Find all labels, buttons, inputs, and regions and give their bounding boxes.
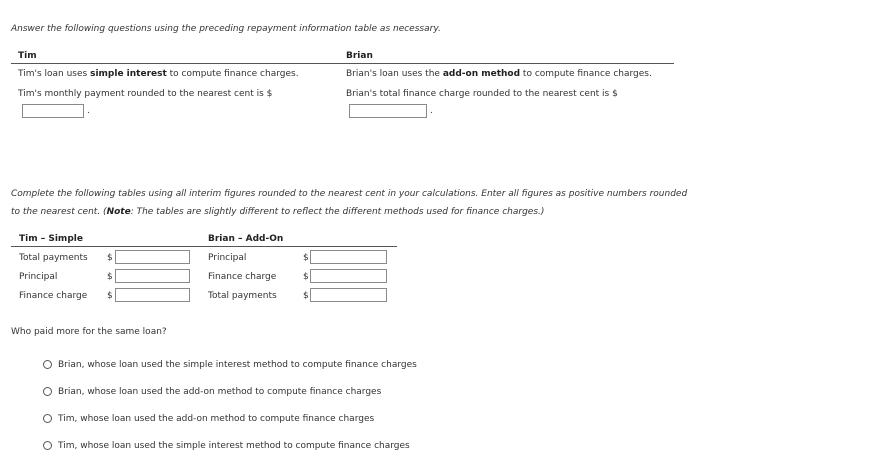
tim-line1-prefix: Tim's loan uses bbox=[18, 69, 91, 79]
option-label-1[interactable]: Brian, whose loan used the simple interest method to compute finance charges bbox=[58, 360, 417, 370]
brian-row-total-payments-dollar: $ bbox=[303, 291, 309, 301]
brian-period: . bbox=[430, 106, 433, 116]
instructions-line1: Complete the following tables using all interim figures rounded to the nearest cent in your calculations. Enter all figures as positive numbers rounded bbox=[11, 189, 688, 199]
brian-line1-prefix: Brian's loan uses the bbox=[346, 69, 443, 79]
tim-row-finance-charge-dollar: $ bbox=[107, 291, 113, 301]
brian-loan-description bbox=[346, 69, 652, 79]
option-radio-4[interactable] bbox=[43, 441, 52, 450]
instructions-line2-suffix: : The tables are slightly different to reflect the different methods used for finance charges.) bbox=[130, 207, 545, 217]
tim-row-principal-label: Principal bbox=[19, 272, 58, 282]
option-radio-1[interactable] bbox=[43, 360, 52, 369]
tim-header: Tim bbox=[18, 51, 37, 61]
tim-row-total-payments-dollar: $ bbox=[107, 253, 113, 263]
top-header-rule bbox=[11, 63, 674, 64]
brian-header: Brian bbox=[346, 51, 373, 61]
option-label-3[interactable]: Tim, whose loan used the add-on method to compute finance charges bbox=[58, 414, 375, 424]
tim-table-header: Tim – Simple bbox=[19, 234, 83, 244]
brian-row-total-payments-label: Total payments bbox=[208, 291, 277, 301]
option-label-2[interactable]: Brian, whose loan used the add-on method to compute finance charges bbox=[58, 387, 382, 397]
tim-monthly-payment-input[interactable] bbox=[22, 104, 84, 118]
brian-finance-charge-input-table[interactable] bbox=[310, 269, 387, 283]
brian-row-principal-dollar: $ bbox=[303, 253, 309, 263]
tim-loan-description bbox=[18, 69, 299, 79]
tim-line1-suffix: to compute finance charges. bbox=[166, 69, 299, 79]
brian-principal-input[interactable] bbox=[310, 250, 387, 264]
tim-finance-charge-input[interactable] bbox=[115, 288, 190, 302]
brian-finance-charge-input[interactable] bbox=[349, 104, 427, 118]
instructions-line2-prefix: to the nearest cent. ( bbox=[11, 207, 107, 217]
instructions-note-label: Note bbox=[106, 207, 131, 217]
brian-total-payments-input[interactable] bbox=[310, 288, 387, 302]
intro-text: Answer the following questions using the preceding repayment information table as necessary. bbox=[11, 24, 441, 34]
brian-line1-suffix: to compute finance charges. bbox=[520, 69, 652, 79]
brian-row-principal-label: Principal bbox=[208, 253, 247, 263]
tables-header-rule bbox=[11, 246, 397, 247]
tim-row-principal-dollar: $ bbox=[107, 272, 113, 282]
tim-principal-input[interactable] bbox=[115, 269, 190, 283]
question-text: Who paid more for the same loan? bbox=[11, 327, 167, 337]
tim-line1-bold: simple interest bbox=[90, 69, 167, 79]
tim-row-finance-charge-label: Finance charge bbox=[19, 291, 88, 301]
brian-table-header: Brian – Add-On bbox=[208, 234, 284, 244]
brian-row-finance-charge-dollar: $ bbox=[303, 272, 309, 282]
tim-row-total-payments-label: Total payments bbox=[19, 253, 88, 263]
tim-total-payments-input[interactable] bbox=[115, 250, 190, 264]
tim-period: . bbox=[87, 106, 90, 116]
option-radio-2[interactable] bbox=[43, 387, 52, 396]
option-radio-3[interactable] bbox=[43, 414, 52, 423]
brian-finance-charge-prompt: Brian's total finance charge rounded to the nearest cent is $ bbox=[346, 89, 618, 99]
brian-line1-bold: add-on method bbox=[442, 69, 521, 79]
option-label-4[interactable]: Tim, whose loan used the simple interest method to compute finance charges bbox=[58, 441, 410, 451]
instructions-line2 bbox=[11, 207, 544, 217]
tim-monthly-payment-prompt: Tim's monthly payment rounded to the nearest cent is $ bbox=[18, 89, 273, 99]
brian-row-finance-charge-label: Finance charge bbox=[208, 272, 277, 282]
